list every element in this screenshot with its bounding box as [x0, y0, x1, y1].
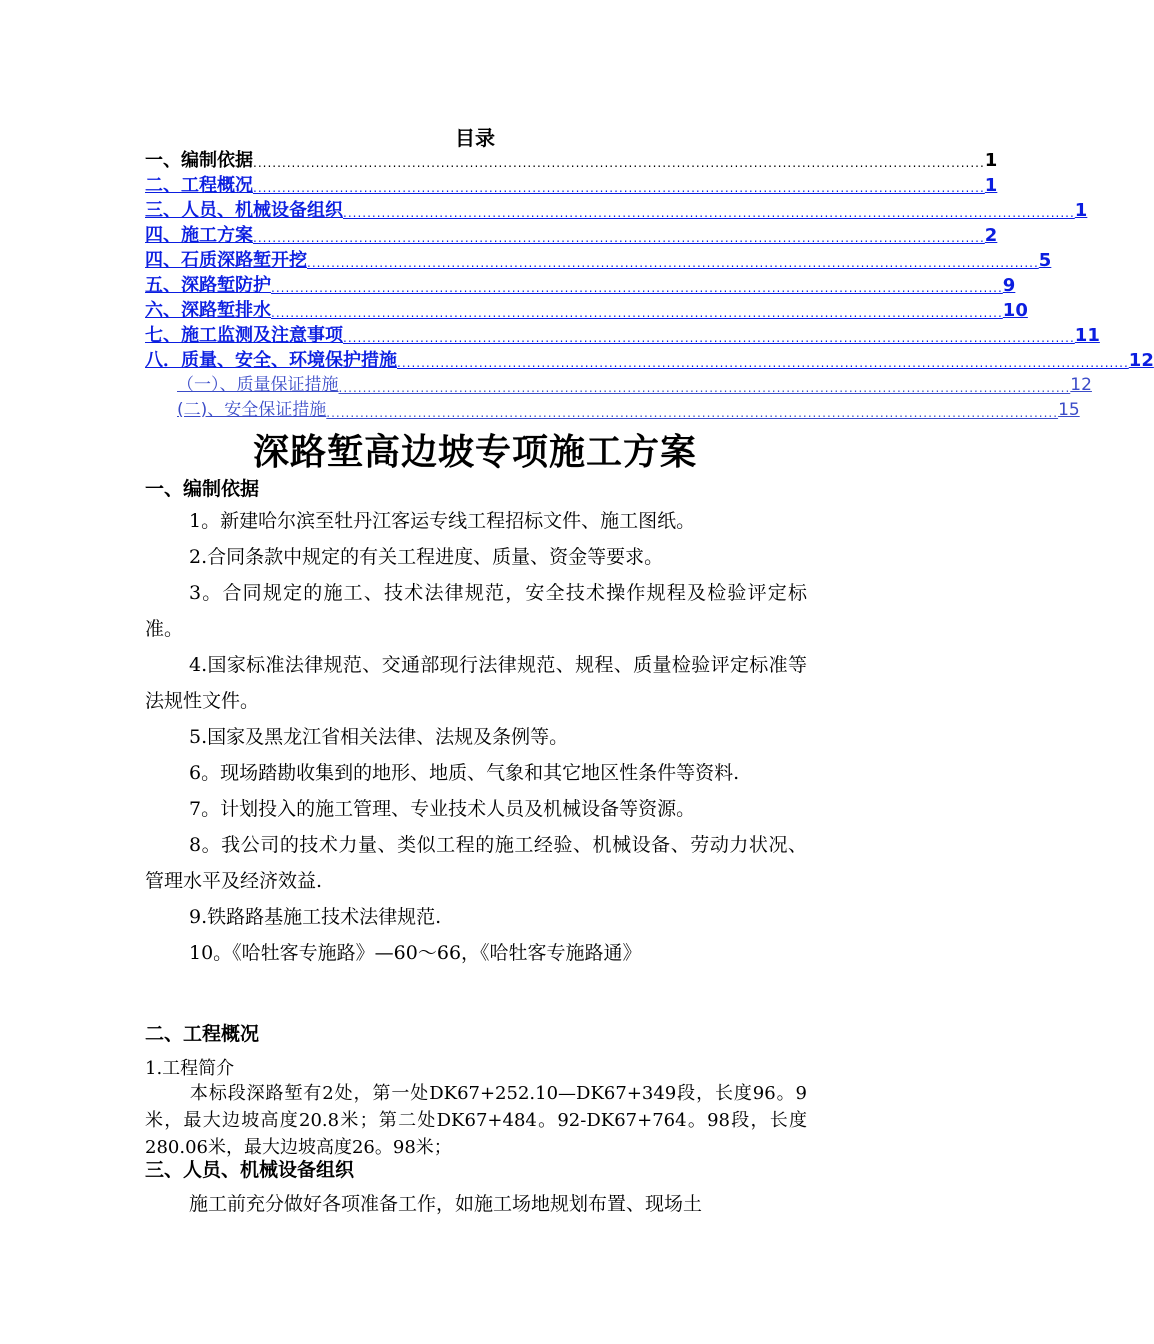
toc-leader-dots: ........................................................................................................................................................: [338, 381, 1071, 395]
toc-entry-label: 七、施工监测及注意事项: [145, 325, 343, 346]
list-item: 4.国家标准法律规范、交通部现行法律规范、规程、质量检验评定标准等法规性文件。: [145, 654, 807, 712]
toc-entry[interactable]: [145, 223, 998, 248]
toc-entry[interactable]: [145, 298, 1028, 323]
toc-entry-page: 12: [1128, 350, 1154, 371]
toc-title: 目录: [455, 126, 495, 150]
list-item: 8。我公司的技术力量、类似工程的施工经验、机械设备、劳动力状况、管理水平及经济效益.: [145, 834, 807, 892]
toc-entry[interactable]: [145, 323, 1100, 348]
organization-paragraph: 施工前充分做好各项准备工作，如施工场地规划布置、现场土: [189, 1193, 703, 1215]
toc-entry-page: 1: [984, 175, 998, 196]
toc-entry-label: 三、人员、机械设备组织: [145, 200, 343, 221]
toc-leader-dots: ........................................................................................................................................................: [343, 206, 1075, 220]
list-item: 5.国家及黑龙江省相关法律、法规及条例等。: [189, 726, 569, 748]
toc-leader-dots: ........................................................................................................................................................: [307, 256, 1039, 270]
toc-leader-dots: ........................................................................................................................................................: [326, 406, 1059, 420]
toc-entry[interactable]: [145, 273, 1016, 298]
table-of-contents: [145, 148, 1154, 423]
list-item: 3。合同规定的施工、技术法律规范，安全技术操作规程及检验评定标准。: [145, 582, 807, 640]
toc-entry[interactable]: [145, 348, 1154, 373]
toc-entry-page: 1: [984, 150, 998, 171]
toc-entry[interactable]: [145, 248, 1052, 273]
toc-entry-page: 9: [1002, 275, 1016, 296]
toc-entry-page: 12: [1070, 375, 1092, 395]
subsection-heading: 1.工程简介: [145, 1058, 235, 1079]
toc-entry-page: 11: [1074, 325, 1100, 346]
overview-paragraph: 本标段深路堑有2处，第一处DK67+252.10—DK67+349段，长度96。9米，最大边坡高度20.8米；第二处DK67+484。92-DK67+764。98段，长度280.06米，最大边坡高度26。98米；: [145, 1083, 807, 1158]
toc-entry[interactable]: [145, 198, 1088, 223]
toc-entry-label: 六、深路堑排水: [145, 300, 271, 321]
toc-entry-label: (二)、安全保证措施: [177, 400, 327, 420]
toc-leader-dots: ........................................................................................................................................................: [343, 331, 1075, 345]
toc-entry-label: （一）、质量保证措施: [177, 375, 339, 395]
toc-leader-dots: ........................................................................................................................................................: [253, 156, 985, 170]
toc-subentry[interactable]: [145, 373, 1092, 398]
toc-entry-page: 2: [984, 225, 998, 246]
toc-entry-label: 四、施工方案: [145, 225, 253, 246]
toc-leader-dots: ........................................................................................................................................................: [271, 281, 1003, 295]
list-item: 1。新建哈尔滨至牡丹江客运专线工程招标文件、施工图纸。: [189, 510, 696, 532]
section-heading: 二、工程概况: [145, 1023, 260, 1045]
toc-entry-label: 四、石质深路堑开挖: [145, 250, 307, 271]
document-title: 深路堑高边坡专项施工方案: [252, 432, 697, 473]
section-heading: 一、编制依据: [145, 478, 260, 500]
toc-entry-page: 1: [1074, 200, 1088, 221]
toc-leader-dots: ........................................................................................................................................................: [253, 231, 985, 245]
toc-entry-label: 一、编制依据: [145, 150, 253, 171]
toc-entry-label: 二、工程概况: [145, 175, 253, 196]
toc-leader-dots: ........................................................................................................................................................: [271, 306, 1003, 320]
toc-leader-dots: ........................................................................................................................................................: [253, 181, 985, 195]
toc-entry-page: 10: [1002, 300, 1028, 321]
list-item: 9.铁路路基施工技术法律规范.: [189, 906, 442, 928]
basis-list: [145, 503, 807, 971]
list-item: 10。《哈牡客专施路》—60～66，《哈牡客专施路通》: [189, 942, 642, 964]
list-item: 7。计划投入的施工管理、专业技术人员及机械设备等资源。: [189, 798, 696, 820]
toc-leader-dots: ........................................................................................................................................................: [397, 356, 1129, 370]
toc-subentry[interactable]: [145, 398, 1080, 423]
toc-entry-page: 5: [1038, 250, 1052, 271]
list-item: 6。现场踏勘收集到的地形、地质、气象和其它地区性条件等资料.: [189, 762, 740, 784]
toc-entry[interactable]: [145, 173, 998, 198]
toc-entry-label: 五、深路堑防护: [145, 275, 271, 296]
toc-entry-page: 15: [1058, 400, 1080, 420]
toc-entry-label: 八．质量、安全、环境保护措施: [145, 350, 397, 371]
section-heading: 三、人员、机械设备组织: [145, 1159, 355, 1181]
toc-entry[interactable]: [145, 148, 998, 173]
list-item: 2.合同条款中规定的有关工程进度、质量、资金等要求。: [189, 546, 664, 568]
